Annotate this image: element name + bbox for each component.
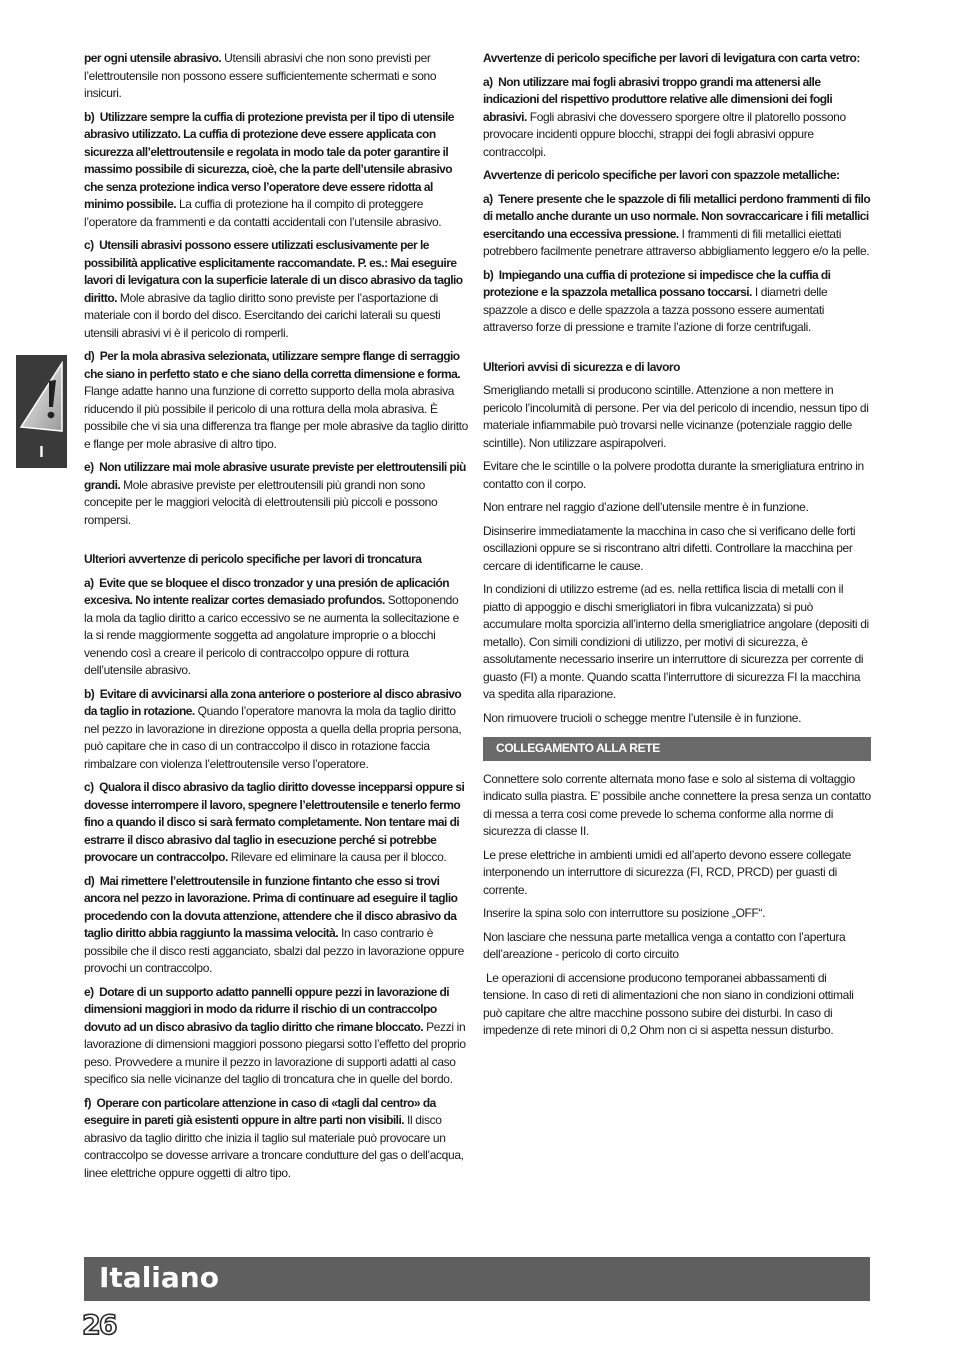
paragraph-bold: per ogni utensile abrasivo.: [84, 51, 222, 65]
left-column: [84, 50, 468, 1188]
paragraph: [84, 459, 468, 529]
section-heading: Ulteriori avvertenze di pericolo specifiche per lavori di troncatura: [84, 552, 422, 566]
paragraph-text: Sottoponendo la mola da taglio diritto a carico eccessivo se ne aumenta la sollecitazione e la si rende maggiormente soggetta ad angolature improprie o a blocchi venendo così a creare il pericolo di contraccolpo oppure di rottura dell’utensile abrasivo.: [84, 593, 459, 677]
paragraph-bold: a) Non utilizzare mai fogli abrasivi troppo grandi ma attenersi alle indicazioni del rispettivo produttore relative alle dimensioni dei fogli abrasivi.: [483, 74, 833, 124]
paragraph: Disinserire immediatamente la macchina in caso che si verificano delle forti oscillazioni oppure se si riscontrano altri difetti. Controllare la macchina per cercare di identificarne le cause.: [483, 523, 856, 573]
paragraph-bold: b) Utilizzare sempre la cuffia di protezione prevista per il tipo di utensile abrasivo utilizzato. La cuffia di protezione deve essere applicata con sicurezza all’elettroutensile e regolata in modo tale da poter garantire il massimo possibile di sicurezza, cioè, che la parte dell’utensile abrasivo che senza protezione indica verso l’operatore deve essere ridotta al minimo possibile.: [84, 109, 454, 211]
language-side-tab: [16, 355, 67, 468]
paragraph: [84, 686, 468, 774]
paragraph: [84, 348, 468, 453]
paragraph: Evitare che le scintille o la polvere prodotta durante la smerigliatura entrino in contatto con il corpo.: [483, 459, 864, 491]
paragraph-text: Mole abrasive previste per elettroutensili più grandi non sono concepite per le maggiori velocità di elettroutensili più piccoli e possono rompersi.: [84, 477, 438, 527]
paragraph: Non lasciare che nessuna parte metallica venga a contatto con l’apertura dell’areazione - pericolo di corto circuito: [483, 929, 846, 961]
section-heading: Avvertenze di pericolo specifiche per lavori con spazzole metalliche:: [483, 168, 840, 182]
paragraph-text: Quando l’operatore manovra la mola da taglio diritto nel pezzo in lavorazione in direzione opposta a quella della propria persona, può capitare che in caso di un contraccolpo il disco in rotazione faccia rimbalzare con violenza l’elettroutensile verso l’operatore.: [84, 704, 462, 771]
right-column: [483, 50, 871, 1046]
language-banner: [84, 1257, 870, 1301]
paragraph-text: Il disco abrasivo da taglio diritto che inizia il taglio sul materiale può provocare un contraccolpo se dovesse arrivare a troncare condutture del gas o dell’acqua, linee elettriche oppure oggetti di altro tipo.: [84, 1113, 464, 1180]
paragraph: Connettere solo corrente alternata mono fase e solo al sistema di voltaggio indicato sulla piastra. E’ possibile anche connettere la presa senza un contatto di messa a terra cosi come prevede lo schema conforme alla norme di sicurezza di classe II.: [483, 771, 871, 838]
paragraph-bold: d) Mai rimettere l’elettroutensile in funzione fintanto che esso si trovi ancora nel pezzo in lavorazione. Prima di continuare ad eseguire il taglio procedendo con la dovuta attenzione, attendere che il disco abrasivo da taglio diritto abbia raggiunto la massima velocità.: [84, 873, 458, 940]
paragraph: [84, 109, 468, 232]
paragraph-bold: c) Utensili abrasivi possono essere utilizzati esclusivamente per le possibilità applicative esplicitamente raccomandate. P. es.: Mai eseguire lavori di levigatura con la superficie laterale di un disco abrasivo da taglio diritto.: [84, 238, 463, 305]
paragraph-text: Pezzi in lavorazione di dimensioni maggiori possono piegarsi sotto l’effetto del proprio peso. Provvedere a munire il pezzo in lavorazione di supporti adatti al caso specifico sia nelle vicinanze del taglio di troncatura che in quelle del bordo.: [84, 1019, 466, 1086]
paragraph: [84, 575, 468, 680]
paragraph-text: In caso contrario è possibile che il disco resti agganciato, sbalzi dal pezzo in lavorazione oppure provochi un contraccolpo.: [84, 926, 464, 975]
paragraph-bold: d) Per la mola abrasiva selezionata, utilizzare sempre flange di serraggio che siano in perfetto stato e che siano della corretta dimensione e forma.: [84, 349, 461, 381]
paragraph: Le operazioni di accensione producono temporanei abbassamenti di tensione. In caso di reti di alimentazioni che non siano in condizioni ottimali può capitare che altre macchine possono subire dei disturbi. In caso di impedenze di rete minori di 0,2 Ohm non ci si aspetta nessun disturbo.: [483, 970, 854, 1037]
paragraph: [84, 873, 468, 978]
paragraph: [84, 779, 468, 867]
paragraph: Le prese elettriche in ambienti umidi ed all’aperto devono essere collegate interponendo un interruttore di sicurezza (FI, RCD, PRCD) per guasti di corrente.: [483, 847, 851, 897]
paragraph-bold: a) Evite que se bloquee el disco tronzador y una presión de aplicación excesiva. No intente realizar cortes demasiado profundos.: [84, 575, 450, 607]
paragraph-bold: a) Tenere presente che le spazzole di fili metallici perdono frammenti di filo di metallo anche durante un uso normale. Non sovraccaricare i fili metallici esercitando una eccessiva pressione.: [483, 191, 871, 241]
paragraph-text: Flange adatte hanno una funzione di corretto supporto della mola abrasiva riducendo il più possibile il pericolo di una rottura della mola abrasiva. È possibile che vi sia una differenza tra flange per mole abrasive da taglio diritto e flange per mole abrasive di altro tipo.: [84, 384, 468, 451]
paragraph: [84, 984, 468, 1089]
section-heading: Ulteriori avvisi di sicurezza e di lavoro: [483, 359, 680, 374]
paragraph: Non entrare nel raggio d’azione dell’utensile mentre è in funzione.: [483, 500, 809, 514]
paragraph-text: Rilevare ed eliminare la causa per il blocco.: [227, 850, 447, 864]
paragraph-text: Utensili abrasivi che non sono previsti per l’elettroutensile non possono essere sufficientemente schermati e sono insicuri.: [84, 51, 437, 100]
paragraph-bold: e) Dotare di un supporto adatto pannelli oppure pezzi in lavorazione di dimensioni maggiori in modo da ridurre il rischio di un contraccolpo dovuto ad un disco abrasivo da taglio diritto che rimane bloccato.: [84, 984, 450, 1034]
paragraph-text: La cuffia di protezione ha il compito di proteggere l’operatore da frammenti e da contatti accidentali con l’utensile abrasivo.: [84, 197, 442, 229]
paragraph-text: I diametri delle spazzole a disco e delle spazzola a tazza possono essere aumentati attraverso forze di pressione e tramite l’azione di forze centrifugali.: [483, 285, 828, 334]
warning-icon: [18, 361, 65, 433]
section-title-bar: COLLEGAMENTO ALLA RETE: [483, 737, 871, 761]
paragraph: [483, 267, 871, 337]
paragraph-bold: b) Impiegando una cuffia di protezione si impedisce che la cuffia di protezione e la spazzola metallica possano toccarsi.: [483, 267, 831, 299]
paragraph: In condizioni di utilizzo estreme (ad es. nella rettifica liscia di metalli con il piatto di appoggio e dischi smerigliatori in fibra vulcanizzata) si può accumulare molta sporcizia all’interno della smerigliatrice angolare (depositi di metallo). Con simili condizioni di utilizzo, per motivi di sicurezza, è assolutamente necessario inserire un interruttore di sicurezza per corrente di guasto (FI) a monte. Quando scatta l’interruttore di sicurezza FI la macchina va spedita alla riparazione.: [483, 582, 869, 701]
paragraph-bold: c) Qualora il disco abrasivo da taglio diritto dovesse incepparsi oppure si dovesse interrompere il lavoro, spegnere l’elettroutensile e tenerlo fermo fino a quando il disco si sarà fermato completamente. Non tentare mai di estrarre il disco abrasivo dal taglio in esecuzione perché si potrebbe provocare un contraccolpo.: [84, 780, 465, 864]
section-heading: Avvertenze di pericolo specifiche per lavori di levigatura con carta vetro:: [483, 51, 860, 65]
paragraph-text: Fogli abrasivi che dovessero sporgere oltre il platorello possono provocare incidenti oppure blocchi, strappi dei fogli abrasivi oppure contraccolpi.: [483, 109, 846, 159]
paragraph: Non rimuovere trucioli o schegge mentre l’utensile è in funzione.: [483, 710, 802, 725]
language-title: Italiano: [99, 1261, 219, 1294]
paragraph: [84, 237, 468, 342]
paragraph: [483, 191, 871, 261]
paragraph: Inserire la spina solo con interruttore su posizione „OFF“.: [483, 906, 766, 920]
paragraph: Smerigliando metalli si producono scintille. Attenzione a non mettere in pericolo l’incolumità di persone. Per via del pericolo di incendio, nessun tipo di materiale infiammabile può trovarsi nelle vicinanze (potenziale raggio delle scintille). Non utilizzare aspirapolveri.: [483, 383, 869, 450]
language-letter: I: [39, 444, 44, 461]
paragraph: [84, 50, 468, 103]
paragraph: [84, 1095, 468, 1183]
paragraph-bold: b) Evitare di avvicinarsi alla zona anteriore o posteriore al disco abrasivo da taglio in rotazione.: [84, 686, 462, 718]
paragraph-text: I frammenti di fili metallici eiettati potrebbero facilmente penetrare attraverso abbigliamento leggero e/o la pelle.: [483, 226, 870, 258]
paragraph-bold: f) Operare con particolare attenzione in caso di «tagli dal centro» da eseguire in pareti già esistenti oppure in altre parti non visibili.: [84, 1095, 436, 1127]
paragraph-text: Mole abrasive da taglio diritto sono previste per l’asportazione di materiale con il bordo del disco. Esercitando dei carichi laterali su questi utensili abrasivi vi è il pericolo di romperli.: [84, 290, 441, 340]
page-number: 26: [82, 1310, 116, 1341]
paragraph: [483, 74, 871, 162]
paragraph-bold: e) Non utilizzare mai mole abrasive usurate previste per elettroutensili più grandi.: [84, 460, 466, 492]
